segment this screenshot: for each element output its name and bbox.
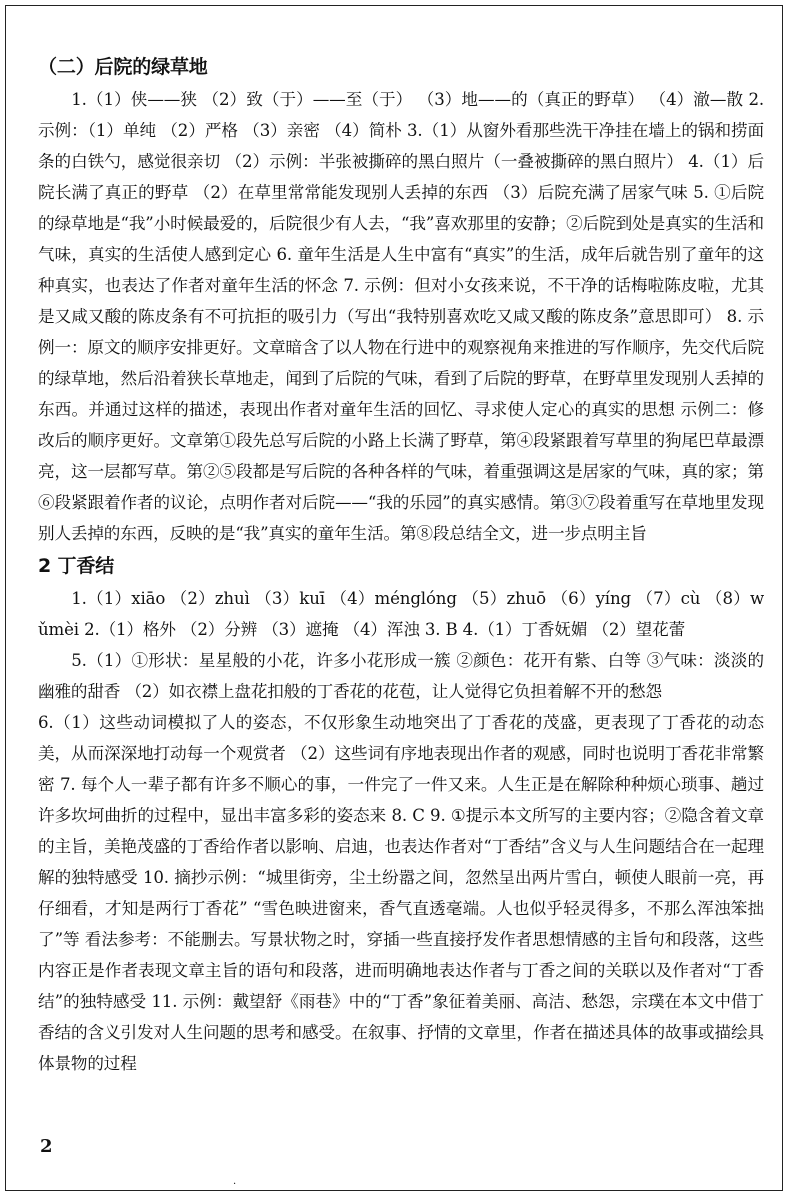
answers-lilac-q1-4: 1.（1）xiāo （2）zhuì （3）kuī （4）ménglóng （5）zhuō （6）yíng （7）cù （8）wǔmèi 2.（1）格外 （2）分辨 （3）遮掩 （4）浑浊 3. B 4.（1）丁香妩媚 （2）望花蕾	[38, 589, 764, 639]
answers-lilac-q5: 5.（1）①形状：星星般的小花，许多小花形成一簇 ②颜色：花开有紫、白等 ③气味：淡淡的幽雅的甜香 （2）如衣襟上盘花扣般的丁香花的花苞，让人觉得它负担着解不开的愁怨	[38, 651, 764, 701]
section-heading-lilac-knot: 2 丁香结	[38, 555, 115, 577]
footer-mark: .	[233, 1176, 237, 1187]
section-heading-backyard-lawn: （二）后院的绿草地	[38, 56, 208, 78]
page-number: 2	[40, 1136, 53, 1157]
answer-key-content	[38, 52, 764, 1079]
answers-lilac-q6-11: 6.（1）这些动词模拟了人的姿态，不仅形象生动地突出了丁香花的茂盛，更表现了丁香花的动态美，从而深深地打动每一个观赏者 （2）这些词有序地表现出作者的观感，同时也说明丁香花非常繁密 7. 每个人一辈子都有许多不顺心的事，一件完了一件又来。人生正是在解除种种烦心琐事、趟过许多坎坷曲折的过程中，显出丰富多彩的姿态来 8. C 9. ①提示本文所写的主要内容；②隐含着文章的主旨，美艳茂盛的丁香给作者以影响、启迪，也表达作者对“丁香结”含义与人生问题结合在一起理解的独特感受 10. 摘抄示例：“城里街旁，尘土纷嚣之间，忽然呈出两片雪白，顿使人眼前一亮，再仔细看，才知是两行丁香花” “雪色映进窗来，香气直透毫端。人也似乎轻灵得多，不那么浑浊笨拙了”等 看法参考：不能删去。写景状物之时，穿插一些直接抒发作者思想情感的主旨句和段落，这些内容正是作者表现文章主旨的语句和段落，进而明确地表达作者与丁香之间的关联以及作者对“丁香结”的独特感受 11. 示例：戴望舒《雨巷》中的“丁香”象征着美丽、高洁、愁怨，宗璞在本文中借丁香结的含义引发对人生问题的思考和感受。在叙事、抒情的文章里，作者在描述具体的故事或描绘具体景物的过程	[38, 713, 764, 1073]
answers-backyard-lawn: 1.（1）侠——狭 （2）致（于）——至（于） （3）地——的（真正的野草） （4）澈—散 2. 示例：（1）单纯 （2）严格 （3）亲密 （4）简朴 3.（1）从窗外看那些洗干净挂在墙上的锅和捞面条的白铁勺，感觉很亲切 （2）示例：半张被撕碎的黑白照片（一叠被撕碎的黑白照片） 4.（1）后院长满了真正的野草 （2）在草里常常能发现别人丢掉的东西 （3）后院充满了居家气味 5. ①后院的绿草地是“我”小时候最爱的，后院很少有人去，“我”喜欢那里的安静；②后院到处是真实的生活和气味，真实的生活使人感到定心 6. 童年生活是人生中富有“真实”的生活，成年后就告别了童年的这种真实，也表达了作者对童年生活的怀念 7. 示例：但对小女孩来说，不干净的话梅啦陈皮啦，尤其是又咸又酸的陈皮条有不可抗拒的吸引力（写出“我特别喜欢吃又咸又酸的陈皮条”意思即可） 8. 示例一：原文的顺序安排更好。文章暗含了以人物在行进中的观察视角来推进的写作顺序，先交代后院的绿草地，然后沿着狭长草地走，闻到了后院的气味，看到了后院的野草，在野草里发现别人丢掉的东西。并通过这样的描述，表现出作者对童年生活的回忆、寻求使人定心的真实的思想 示例二：修改后的顺序更好。文章第①段先总写后院的小路上长满了野草，第④段紧跟着写草里的狗尾巴草最漂亮，这一层都写草。第②⑤段都是写后院的各种各样的气味，着重强调这是居家的气味，真的家；第⑥段紧跟着作者的议论，点明作者对后院——“我的乐园”的真实感情。第③⑦段着重写在草地里发现别人丢掉的东西，反映的是“我”真实的童年生活。第⑧段总结全文，进一步点明主旨	[38, 90, 764, 543]
